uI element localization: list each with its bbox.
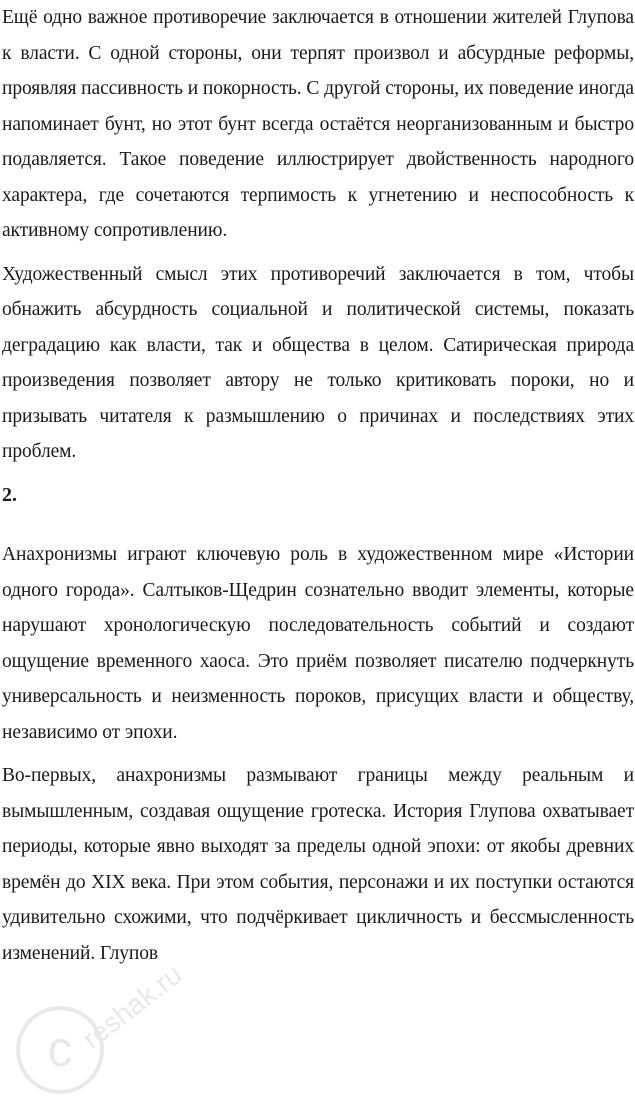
paragraph-anachronisms-intro: Анахронизмы играют ключевую роль в художественном мире «Истории одного города». Салтыков-Щедрин сознательно вводит элементы, которые нарушают хронологическую последовательность событий и создают ощущение временного хаоса. Это приём позволяет писателю подчеркнуть универсальность и неизменность пороков, присущих власти и обществу, независимо от эпохи. bbox=[2, 544, 634, 743]
watermark-text: reshak.ru bbox=[76, 958, 188, 1055]
section-spacer bbox=[2, 513, 634, 537]
copyright-letter-icon: c bbox=[47, 1021, 73, 1077]
paragraph-anachronisms-first: Во-первых, анахронизмы размывают границы между реальным и вымышленным, создавая ощущение гротеска. История Глупова охватывает периоды, которые явно выходят за пределы одной эпохи: от якобы древних времён до XIX века. При этом события, персонажи и их поступки остаются удивительно схожими, что подчёркивает цикличность и бессмысленность изменений. Глупов bbox=[2, 765, 634, 964]
paragraph-spacer bbox=[2, 750, 634, 758]
section-number: 2. bbox=[2, 483, 17, 506]
document-page bbox=[2, 0, 634, 971]
paragraph-artistic-meaning: Художественный смысл этих противоречий заключается в том, чтобы обнажить абсурдность социальной и политической системы, показать деградацию как власти, так и общества в целом. Сатирическая природа произведения позволяет автору не только критиковать пороки, но и призывать читателя к размышлению о причинах и последствиях этих проблем. bbox=[2, 263, 634, 462]
copyright-circle-icon bbox=[18, 1008, 102, 1092]
paragraph-spacer bbox=[2, 470, 634, 478]
paragraph-residents-contradiction: Ещё одно важное противоречие заключается в отношении жителей Глупова к власти. С одной стороны, они терпят произвол и абсурдные реформы, проявляя пассивность и покорность. С другой стороны, их поведение иногда напоминает бунт, но этот бунт всегда остаётся неорганизованным и быстро подавляется. Такое поведение иллюстрирует двойственность народного характера, где сочетаются терпимость к угнетению и неспособность к активному сопротивлению. bbox=[2, 7, 634, 241]
paragraph-spacer bbox=[2, 249, 634, 257]
